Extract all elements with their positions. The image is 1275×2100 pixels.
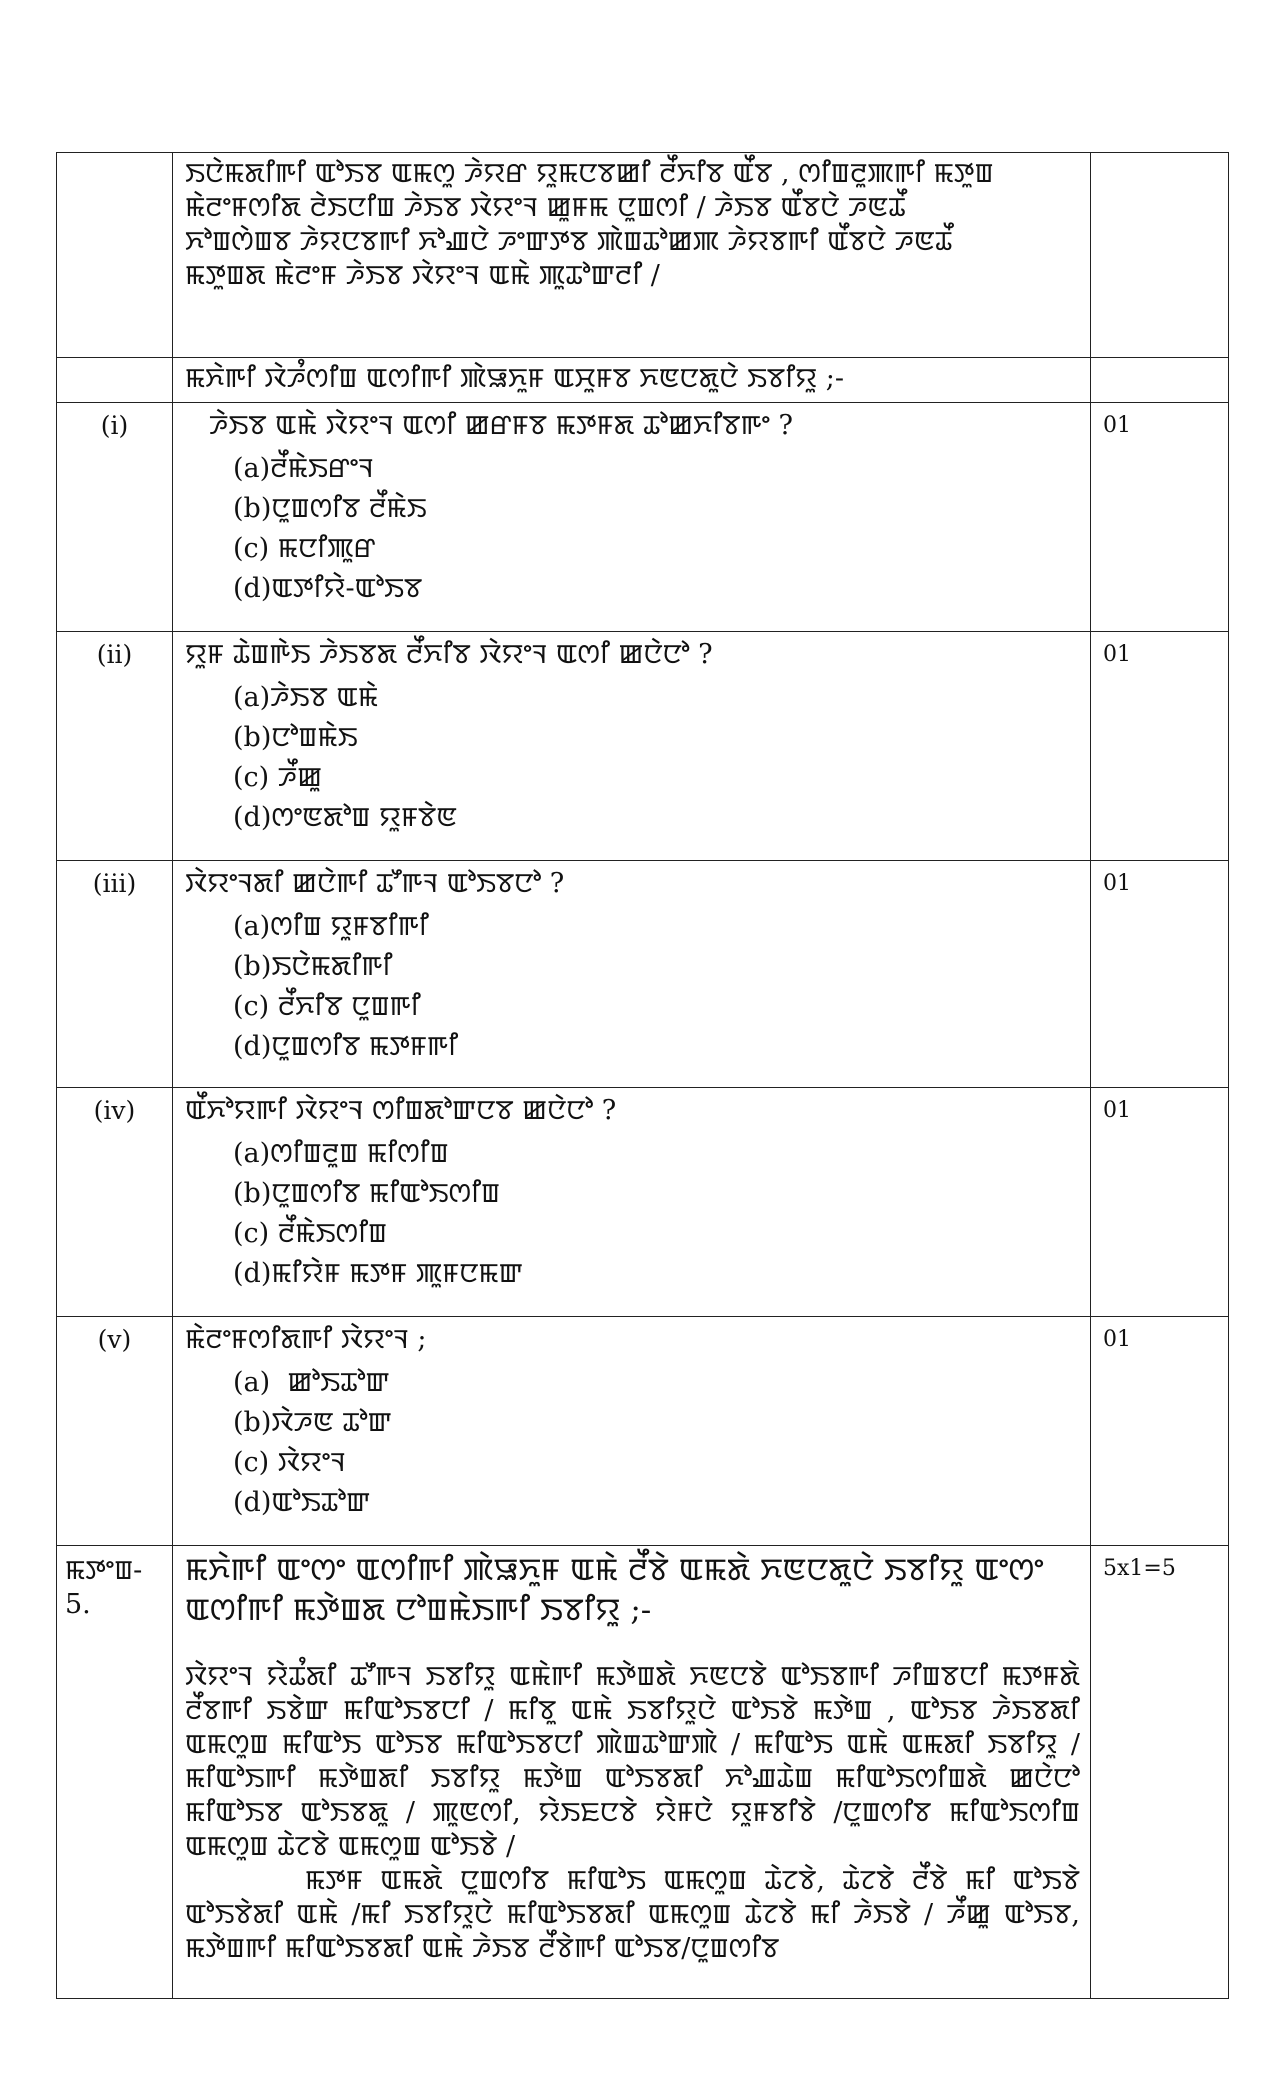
option: (d)ꯑꯇꯤꯌꯥ-ꯑꯣꯏꯕ [233, 573, 423, 604]
question-mark: 01 [1091, 632, 1229, 861]
question-row [57, 861, 1229, 1088]
option: (d)ꯅꯨꯡꯁꯤꯕ ꯃꯇꯝꯒꯤ [233, 1031, 459, 1062]
question-stem: ꯃꯥꯂꯦꯝꯁꯤꯗꯒꯤ ꯋꯥꯌꯦꯜ ; [185, 1324, 427, 1355]
question-row [57, 632, 1229, 861]
question-number: (v) [57, 1317, 173, 1546]
option: (a)ꯂꯩꯃꯥꯏꯔꯦꯜ [233, 453, 374, 484]
section-title: ꯃꯈꯥꯒꯤ ꯑꯦꯁꯦ ꯑꯁꯤꯒꯤ ꯄꯥꯎꯈꯨꯝ ꯑꯃꯥ ꯂꯩꯕꯥ ꯑꯃꯗꯥ ꯈꯟꯅꯗꯨꯅꯥ ꯏꯕꯤꯌꯨ ꯑꯦꯁꯦ ꯑꯁꯤꯒꯤ ꯃꯇꯥꯡꯗ ꯅꯣꯡꯃꯥꯏꯒꯤ ꯏꯕꯤꯌꯨ ;- [185, 1552, 1044, 1628]
option: (a)ꯁꯤꯡꯂꯨꯡ ꯃꯤꯁꯤꯡ [233, 1138, 449, 1169]
option: (b)ꯅꯣꯡꯃꯥꯏ [233, 722, 358, 753]
option: (c) ꯂꯩꯃꯥꯏꯁꯤꯡ [233, 1218, 388, 1249]
option: (d)ꯃꯤꯌꯥꯝ ꯃꯇꯝ ꯄꯨꯝꯅꯃꯛ [233, 1258, 523, 1289]
question-number: (iv) [57, 1088, 173, 1317]
option: (c) ꯃꯅꯤꯄꯨꯔ [233, 533, 376, 564]
option-list [185, 1363, 1080, 1523]
option: (b)ꯅꯨꯡꯁꯤꯕ ꯂꯩꯃꯥꯏ [233, 493, 427, 524]
question-table [56, 152, 1229, 1999]
question-body [173, 861, 1091, 1088]
question-body [173, 632, 1091, 861]
passage-line: ꯃꯇꯨꯡꯗ ꯃꯥꯂꯦꯝ ꯍꯥꯏꯕ ꯋꯥꯌꯦꯜ ꯑꯃꯥ ꯄꯨꯊꯣꯛꯂꯤ / [185, 260, 660, 291]
question-number: (iii) [57, 861, 173, 1088]
exam-sheet [56, 152, 1228, 1999]
passage-cell [173, 153, 1091, 358]
passage-line: ꯃꯥꯂꯦꯝꯁꯤꯗ ꯂꯥꯏꯅꯤꯡ ꯍꯥꯏꯕ ꯋꯥꯌꯦꯜ ꯀꯨꯝꯃ ꯅꯨꯡꯁꯤ / ꯍꯥꯏꯕ ꯑꯩꯕꯅꯥ ꯍꯟꯊꯩ [185, 192, 906, 223]
passage-line: ꯏꯅꯥꯃꯗꯤꯒꯤ ꯑꯣꯏꯕ ꯑꯃꯁꯨ ꯍꯥꯌꯔ ꯌꯨꯃꯅꯕꯀꯤ ꯂꯩꯈꯤꯕ ꯑꯩꯕ , ꯁꯤꯡꯂꯨꯄꯒꯤ ꯃꯇꯨꯡ [185, 158, 994, 189]
instruction-row [57, 358, 1229, 403]
option: (d)ꯁꯦꯟꯗꯣꯡ ꯌꯨꯝꯕꯥꯟ [233, 802, 458, 833]
question-mark: 01 [1091, 1088, 1229, 1317]
option: (a)ꯍꯥꯏꯕ ꯑꯃꯥ [233, 682, 379, 713]
option-list [185, 678, 1080, 838]
passage-line: ꯈꯣꯡꯁꯥꯡꯕ ꯍꯥꯌꯅꯕꯒꯤ ꯈꯣꯉꯅꯥ ꯍꯦꯛꯇꯕ ꯄꯥꯡꯊꯣꯀꯄ ꯍꯥꯌꯕꯒꯤ ꯑꯩꯕꯅꯥ ꯍꯟꯊꯩ [185, 226, 953, 257]
option-list [185, 907, 1080, 1067]
question-stem: ꯌꯨꯝ ꯊꯥꯡꯒꯥꯏ ꯍꯥꯏꯕꯗ ꯂꯩꯈꯤꯕ ꯋꯥꯌꯦꯜ ꯑꯁꯤ ꯀꯅꯥꯅꯣ ? [185, 639, 713, 670]
option: (b)ꯅꯨꯡꯁꯤꯕ ꯃꯤꯑꯣꯏꯁꯤꯡ [233, 1178, 501, 1209]
option: (b)ꯏꯅꯥꯃꯗꯤꯒꯤ [233, 951, 393, 982]
section-body [173, 1546, 1091, 1999]
option: (c) ꯂꯩꯈꯤꯕ ꯅꯨꯡꯒꯤ [233, 991, 421, 1022]
option-list [185, 449, 1080, 609]
option: (b)ꯋꯥꯍꯟ ꯊꯣꯛ [233, 1407, 392, 1438]
passage-mark-cell [1091, 153, 1229, 358]
question-stem: ꯋꯥꯌꯦꯜꯗꯤ ꯀꯅꯥꯒꯤ ꯊꯧꯒꯜ ꯑꯣꯏꯕꯅꯣ ? [185, 868, 565, 899]
section-paragraph: ꯃꯇꯝ ꯑꯃꯗꯥ ꯅꯨꯡꯁꯤꯕ ꯃꯤꯑꯣꯏ ꯑꯃꯁꯨꯡ ꯊꯥꯖꯕꯥ, ꯊꯥꯖꯕꯥ ꯂꯩꯕꯥ ꯃꯤ ꯑꯣꯏꯕꯥ ꯑꯣꯏꯕꯥꯗꯤ ꯑꯃꯥ /ꯃꯤ ꯏꯕꯤꯌꯨꯅꯥ ꯃꯤꯑꯣꯏꯕꯗꯤ ꯑꯃꯁꯨꯡ ꯊꯥꯖꯕꯥ ꯃꯤ ꯍꯥꯏꯕꯥ / ꯍꯩꯀꯨ ꯑꯣꯏꯕ, ꯃꯇꯥꯡꯒꯤ ꯃꯤꯑꯣꯏꯕꯗꯤ ꯑꯃꯥ ꯍꯥꯏꯕ ꯂꯩꯕꯥꯒꯤ ꯑꯣꯏꯕ/ꯅꯨꯡꯁꯤꯕ [185, 1865, 1080, 1964]
option: (c) ꯍꯩꯀꯨ [233, 762, 323, 793]
option: (a)ꯁꯤꯡ ꯌꯨꯝꯕꯤꯒꯤ [233, 911, 429, 942]
question-row [57, 1088, 1229, 1317]
question-number: (ii) [57, 632, 173, 861]
question-stem: ꯑꯩꯈꯣꯌꯒꯤ ꯋꯥꯌꯦꯜ ꯁꯤꯡꯗꯣꯛꯅꯕ ꯀꯅꯥꯅꯣ ? [185, 1095, 617, 1126]
instruction-cell [173, 358, 1091, 403]
passage-row [57, 153, 1229, 358]
passage-number-cell [57, 153, 173, 358]
instruction-mark-cell [1091, 358, 1229, 403]
option: (a) ꯀꯣꯏꯊꯣꯛ [233, 1367, 390, 1398]
question-body [173, 1317, 1091, 1546]
question-mark: 01 [1091, 861, 1229, 1088]
instruction-text: ꯃꯈꯥꯒꯤ ꯋꯥꯍꯪꯁꯤꯡ ꯑꯁꯤꯒꯤ ꯄꯥꯎꯈꯨꯝ ꯑꯆꯨꯝꯕ ꯈꯟꯅꯗꯨꯅꯥ ꯏꯕꯤꯌꯨ ;- [185, 363, 844, 394]
question-mark: 01 [1091, 1317, 1229, 1546]
section-row [57, 1546, 1229, 1999]
question-body [173, 403, 1091, 632]
question-body [173, 1088, 1091, 1317]
section-paragraph: ꯋꯥꯌꯦꯜ ꯌꯥꯊꯪꯗꯤ ꯊꯧꯒꯜ ꯏꯕꯤꯌꯨ ꯑꯃꯥꯒꯤ ꯃꯇꯥꯡꯗꯥ ꯈꯟꯅꯕꯥ ꯑꯣꯏꯕꯒꯤ ꯍꯤꯡꯕꯅꯤ ꯃꯇꯝꯗꯥ ꯂꯩꯕꯒꯤ ꯏꯕꯥꯛ ꯃꯤꯑꯣꯏꯕꯅꯤ / ꯃꯤꯕꯨ ꯑꯃꯥ ꯏꯕꯤꯌꯨꯅꯥ ꯑꯣꯏꯕꯥ ꯃꯇꯥꯡ , ꯑꯣꯏꯕ ꯍꯥꯏꯕꯗꯤ ꯑꯃꯁꯨꯡ ꯃꯤꯑꯣꯏ ꯑꯣꯏꯕ ꯃꯤꯑꯣꯏꯕꯅꯤ ꯄꯥꯡꯊꯣꯛꯄꯥ / ꯃꯤꯑꯣꯏ ꯑꯃꯥ ꯑꯃꯗꯤ ꯏꯕꯤꯌꯨ / ꯃꯤꯑꯣꯏꯒꯤ ꯃꯇꯥꯡꯗꯤ ꯏꯕꯤꯌꯨ ꯃꯇꯥꯡ ꯑꯣꯏꯕꯗꯤ ꯈꯣꯉꯊꯥꯡ ꯃꯤꯑꯣꯏꯁꯤꯡꯗꯥ ꯀꯅꯥꯅꯣ ꯃꯤꯑꯣꯏꯕ ꯑꯣꯏꯕꯗꯨ / ꯄꯨꯟꯁꯤ, ꯌꯥꯏꯐꯅꯕꯥ ꯌꯥꯝꯅꯥ ꯌꯨꯝꯕꯤꯕꯥ /ꯅꯨꯡꯁꯤꯕ ꯃꯤꯑꯣꯏꯁꯤꯡ ꯑꯃꯁꯨꯡ ꯊꯥꯖꯕꯥ ꯑꯃꯁꯨꯡ ꯑꯣꯏꯕꯥ / [185, 1661, 1080, 1862]
instruction-number-cell [57, 358, 173, 403]
question-number: (i) [57, 403, 173, 632]
question-row [57, 403, 1229, 632]
question-stem: ꯍꯥꯏꯕ ꯑꯃꯥ ꯋꯥꯌꯦꯜ ꯑꯁꯤ ꯀꯔꯝꯕ ꯃꯇꯝꯗ ꯊꯣꯀꯈꯤꯕꯒꯦ ? [209, 410, 794, 441]
option: (c) ꯋꯥꯌꯦꯜ [233, 1447, 346, 1478]
section-number: ꯃꯇꯦꯡ- 5. [57, 1546, 173, 1999]
question-row [57, 1317, 1229, 1546]
option: (d)ꯑꯣꯏꯊꯣꯛ [233, 1487, 371, 1518]
section-mark: 5x1=5 [1091, 1546, 1229, 1999]
question-mark: 01 [1091, 403, 1229, 632]
option-list [185, 1134, 1080, 1294]
